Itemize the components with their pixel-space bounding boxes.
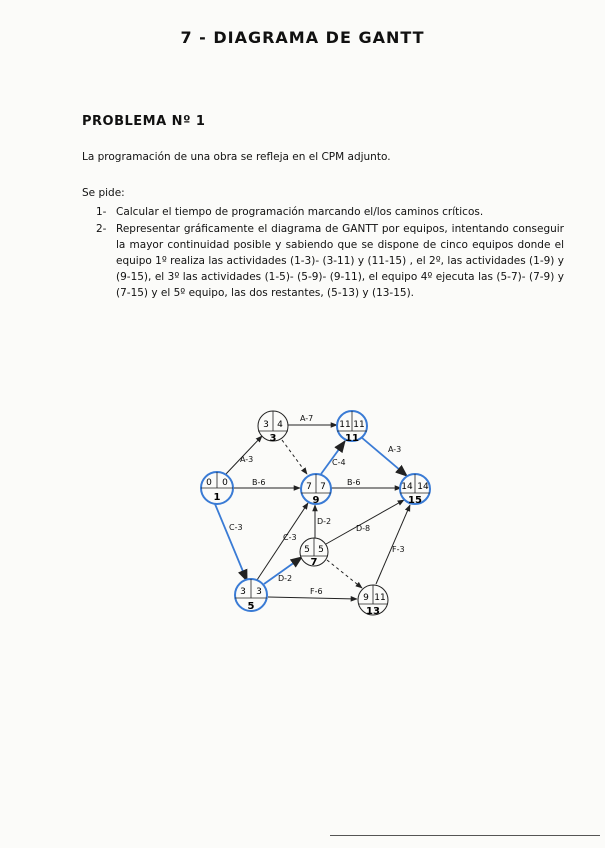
node-late: 11 (374, 593, 386, 603)
node-3 (258, 411, 288, 444)
node-number: 15 (408, 495, 422, 506)
node-number: 9 (312, 495, 320, 506)
edge-5-13 (268, 597, 357, 599)
edge-label: A-7 (300, 414, 314, 423)
node-7 (300, 538, 328, 568)
node-early: 7 (306, 482, 312, 492)
edge-7-13-dummy (327, 560, 362, 588)
node-early: 0 (206, 478, 212, 488)
edge-label: D-2 (317, 517, 332, 526)
node-15 (400, 474, 430, 506)
node-late: 11 (353, 420, 365, 430)
node-early: 9 (363, 593, 369, 603)
node-9 (301, 474, 331, 506)
edge-label: D-8 (356, 524, 371, 533)
node-early: 3 (240, 587, 246, 597)
page-title: 7 - DIAGRAMA DE GANTT (180, 28, 425, 47)
node-13 (358, 585, 388, 617)
edge-label: D-2 (278, 574, 293, 583)
node-late: 3 (256, 587, 262, 597)
node-late: 5 (318, 545, 324, 555)
node-early: 5 (304, 545, 310, 555)
item-text: Representar gráficamente el diagrama de GANTT por equipos, intentando conseguir la mayor continuidad posible y sabiendo que se dispone de cinco equipos donde el equipo 1º realiza las actividades (1-3)- (3-11) y (11-15) , el 2º, las actividades (1-9) y (9-15), el 3º las actividades (1-5)- (5-9)- (9-11), el equipo 4º ejecuta las (5-7)- (7-9) y (7-15) y el 5º equipo, las dos restantes, (5-13) y (13-15). (116, 223, 564, 299)
node-number: 11 (345, 433, 359, 444)
edge-label: C-3 (229, 523, 243, 532)
node-early: 11 (339, 420, 351, 430)
node-early: 3 (263, 420, 269, 430)
node-late: 7 (320, 482, 326, 492)
problem-heading: PROBLEMA Nº 1 (82, 114, 206, 129)
edge-label: A-3 (388, 445, 402, 454)
ask-label: Se pide: (82, 187, 125, 199)
edge-label: B-6 (252, 478, 266, 487)
edge-label: A-3 (240, 455, 254, 464)
edge-label: F-6 (310, 587, 323, 596)
edge-label: C-3 (283, 533, 297, 542)
edge-1-5 (215, 504, 247, 581)
edge-label: B-6 (347, 478, 361, 487)
item-number: 2- (96, 223, 107, 235)
node-late: 4 (277, 420, 283, 430)
edge-7-15 (326, 500, 404, 544)
node-number: 3 (269, 433, 277, 444)
edge-label: C-4 (332, 458, 346, 467)
node-1 (201, 472, 233, 504)
node-number: 13 (366, 606, 380, 617)
node-late: 14 (417, 482, 429, 492)
node-late: 0 (222, 478, 228, 488)
edge-label: F-3 (392, 545, 405, 554)
item-number: 1- (96, 206, 107, 218)
node-number: 7 (310, 557, 318, 568)
intro-text: La programación de una obra se refleja en el CPM adjunto. (82, 151, 391, 163)
edge-3-9-dummy (282, 440, 307, 474)
node-number: 5 (247, 601, 255, 612)
node-early: 14 (401, 482, 413, 492)
item-text: Calcular el tiempo de programación marcando el/los caminos críticos. (116, 206, 484, 218)
node-number: 1 (213, 492, 221, 503)
node-5 (235, 579, 267, 612)
scan-edge-line (330, 835, 600, 836)
edge-11-15 (361, 437, 407, 476)
